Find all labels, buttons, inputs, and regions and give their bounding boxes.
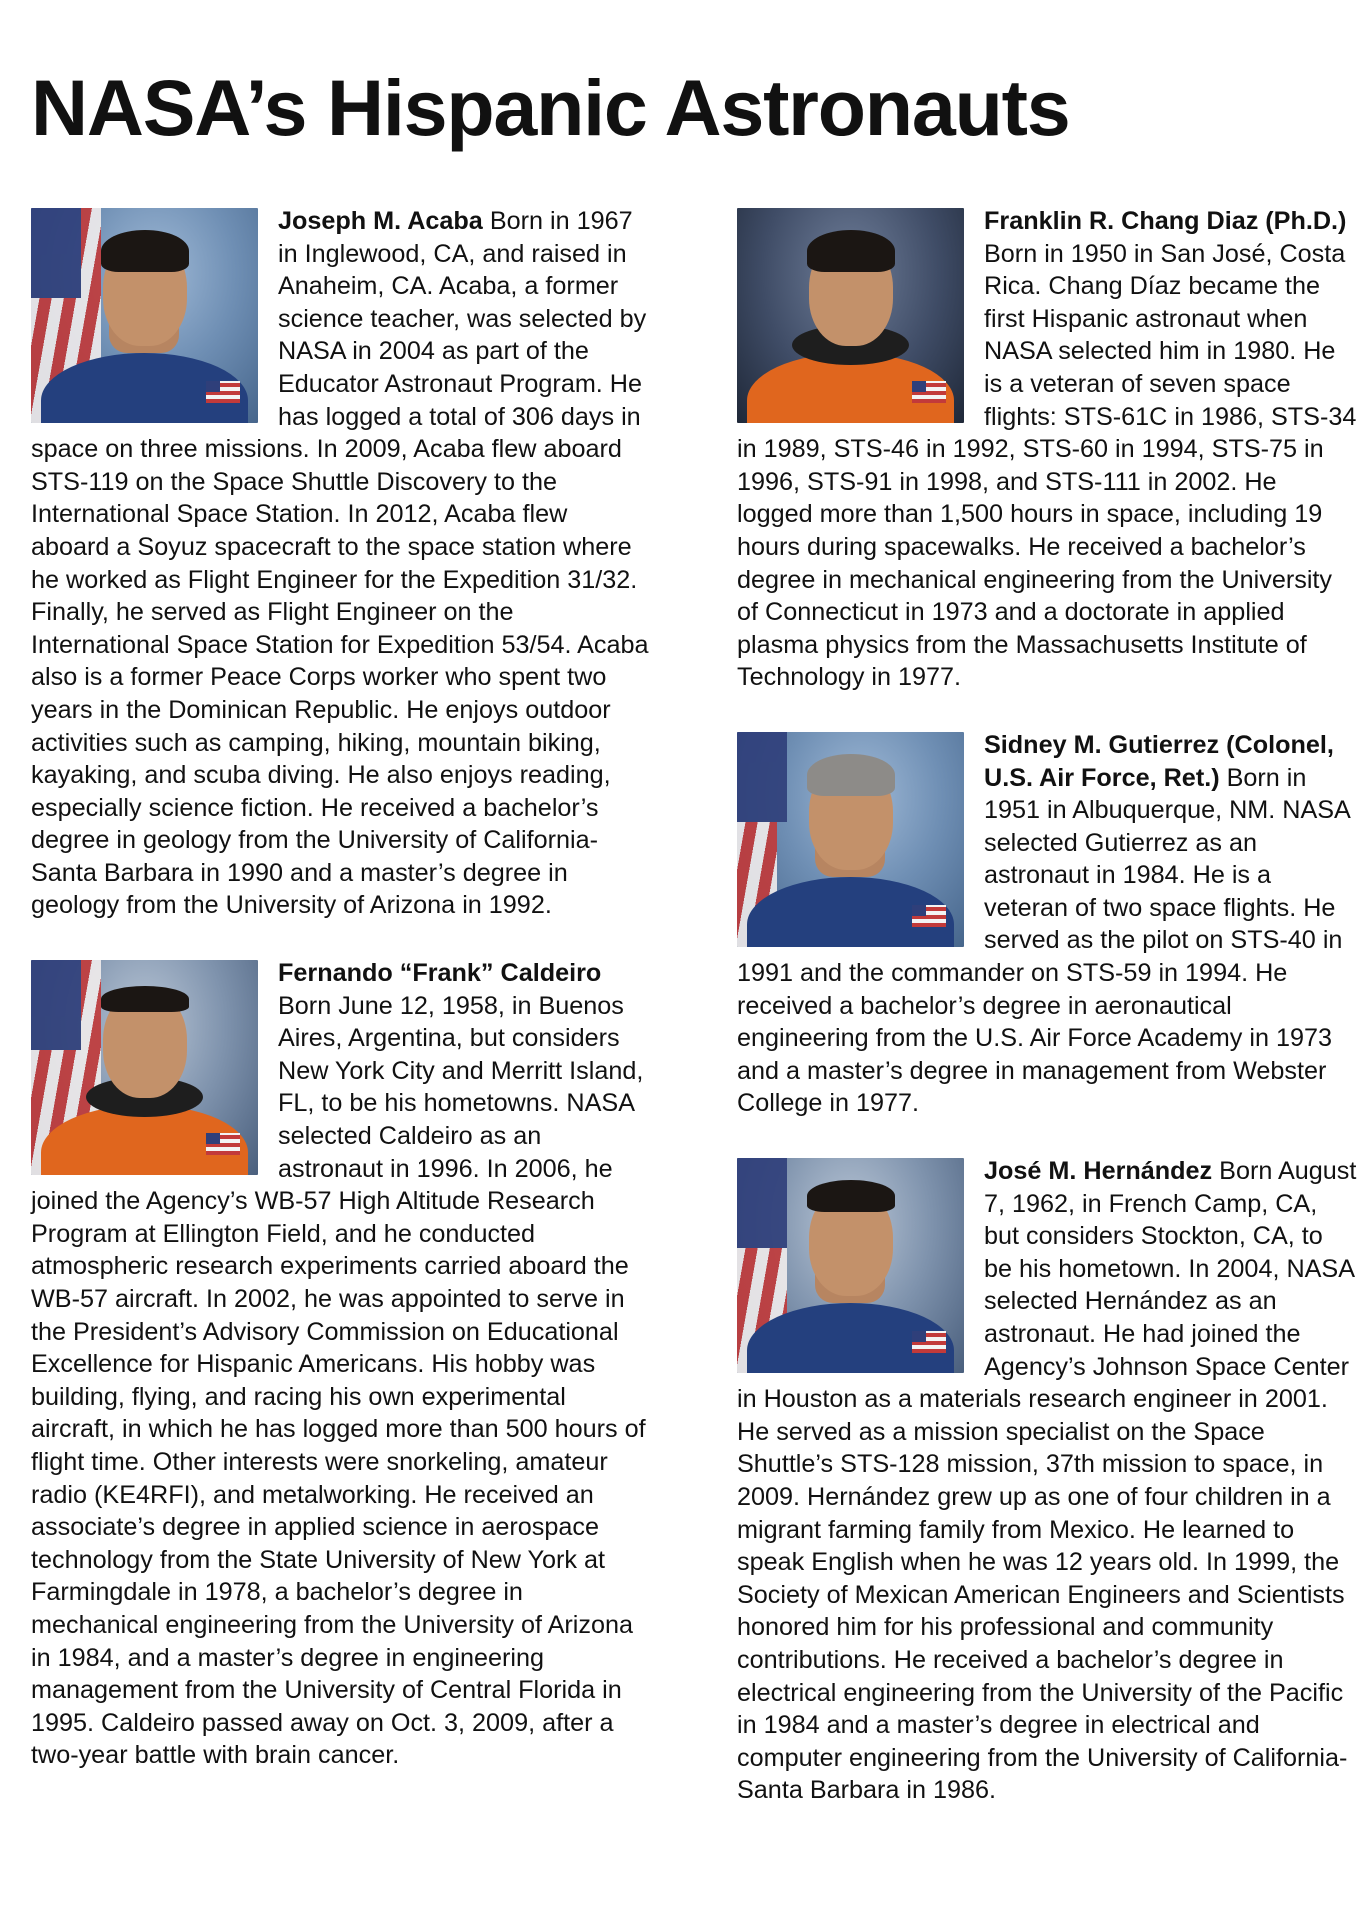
astronaut-bio: Born June 12, 1958, in Buenos Aires, Argentina, but considers New York City and Merritt Island, FL, to be his hometowns. NASA selected Caldeiro as an astronaut in 1996. In 2006, he joined the Agency’s WB-57 High Altitude Research Program at Ellington Field, and he conducted atmospheric research experiments carried aboard the WB-57 aircraft. In 2002, he was appointed to serve in the President’s Advisory Commission on Educational Excellence for Hispanic Americans. His hobby was building, flying, and racing his own experimental aircraft, in which he has logged more than 500 hours of flight time. Other interests were snorkeling, amateur radio (KE4RFI), and metalworking. He received an associate’s degree in applied science in aerospace technology from the State University of New York at Farmingdale in 1978, a bachelor’s degree in mechanical engineering from the University of Arizona in 1984, and a master’s degree in engineering management from the University of Central Florida in 1995. Caldeiro passed away on Oct. 3, 2009, after a two-year battle with brain cancer. (31, 991, 646, 1770)
page-title: NASA’s Hispanic Astronauts (31, 63, 1070, 152)
right-column (737, 205, 1357, 1807)
astronaut-name: Joseph M. Acaba (278, 207, 483, 235)
astronaut-entry-chang-diaz (737, 205, 1357, 694)
astronaut-name: Franklin R. Chang Diaz (Ph.D.) (984, 207, 1347, 235)
gutierrez-portrait-photo (737, 732, 964, 947)
astronaut-name: Fernando “Frank” Caldeiro (278, 959, 602, 988)
left-column (31, 205, 651, 1772)
chang-diaz-portrait-photo (737, 208, 964, 423)
astronaut-bio: Born in 1967 in Inglewood, CA, and raised in Anaheim, CA. Acaba, a former science teacher, was selected by NASA in 2004 as part of the Educator Astronaut Program. He has logged a total of 306 days in space on three missions. In 2009, Acaba flew aboard STS-119 on the Space Shuttle Discovery to the International Space Station. In 2012, Acaba flew aboard a Soyuz spacecraft to the space station where he worked as Flight Engineer for the Expedition 31/32. Finally, he served as Flight Engineer on the International Space Station for Expedition 53/54. Acaba also is a former Peace Corps worker who spent two years in the Dominican Republic. He enjoys outdoor activities such as camping, hiking, mountain biking, kayaking, and scuba diving. He also enjoys reading, especially science fiction. He received a bachelor’s degree in geology from the University of California-Santa Barbara in 1990 and a master’s degree in geology from the University of Arizona in 1992. (31, 207, 649, 920)
astronaut-entry-gutierrez (737, 729, 1357, 1120)
astronaut-bio: Born in 1951 in Albuquerque, NM. NASA selected Gutierrez as an astronaut in 1984. He is a veteran of two space flights. He served as the pilot on STS-40 in 1991 and the commander on STS-59 in 1994. He received a bachelor’s degree in aeronautical engineering from the U.S. Air Force Academy in 1973 and a master’s degree in management from Webster College in 1977. (737, 763, 1350, 1118)
astronaut-bio: Born in 1950 in San José, Costa Rica. Chang Díaz became the first Hispanic astronaut when NASA selected him in 1980. He is a veteran of seven space flights: STS-61C in 1986, STS-34 in 1989, STS-46 in 1992, STS-60 in 1994, STS-75 in 1996, STS-91 in 1998, and STS-111 in 2002. He logged more than 1,500 hours in space, including 19 hours during spacewalks. He received a bachelor’s degree in mechanical engineering from the University of Connecticut in 1973 and a doctorate in applied plasma physics from the Massachusetts Institute of Technology in 1977. (737, 239, 1357, 692)
astronaut-bio: Born August 7, 1962, in French Camp, CA, but considers Stockton, CA, to be his hometown. In 2004, NASA selected Hernández as an astronaut. He had joined the Agency’s Johnson Space Center in Houston as a materials research engineer in 2001. He served as a mission specialist on the Space Shuttle’s STS-128 mission, 37th mission to space, in 2009. Hernández grew up as one of four children in a migrant farming family from Mexico. He learned to speak English when he was 12 years old. In 1999, the Society of Mexican American Engineers and Scientists honored him for his professional and community contributions. He received a bachelor’s degree in electrical engineering from the University of the Pacific in 1984 and a master’s degree in electrical and computer engineering from the University of California-Santa Barbara in 1986. (737, 1157, 1357, 1805)
caldeiro-portrait-photo (31, 960, 258, 1175)
astronaut-entry-hernandez (737, 1155, 1357, 1807)
astronaut-entry-acaba (31, 205, 651, 922)
hernandez-portrait-photo (737, 1158, 964, 1373)
astronaut-entry-caldeiro (31, 957, 651, 1772)
astronaut-name: Sidney M. Gutierrez (Colonel, U.S. Air Force, Ret.) (984, 730, 1334, 792)
astronaut-name: José M. Hernández (984, 1157, 1213, 1186)
acaba-portrait-photo (31, 208, 258, 423)
